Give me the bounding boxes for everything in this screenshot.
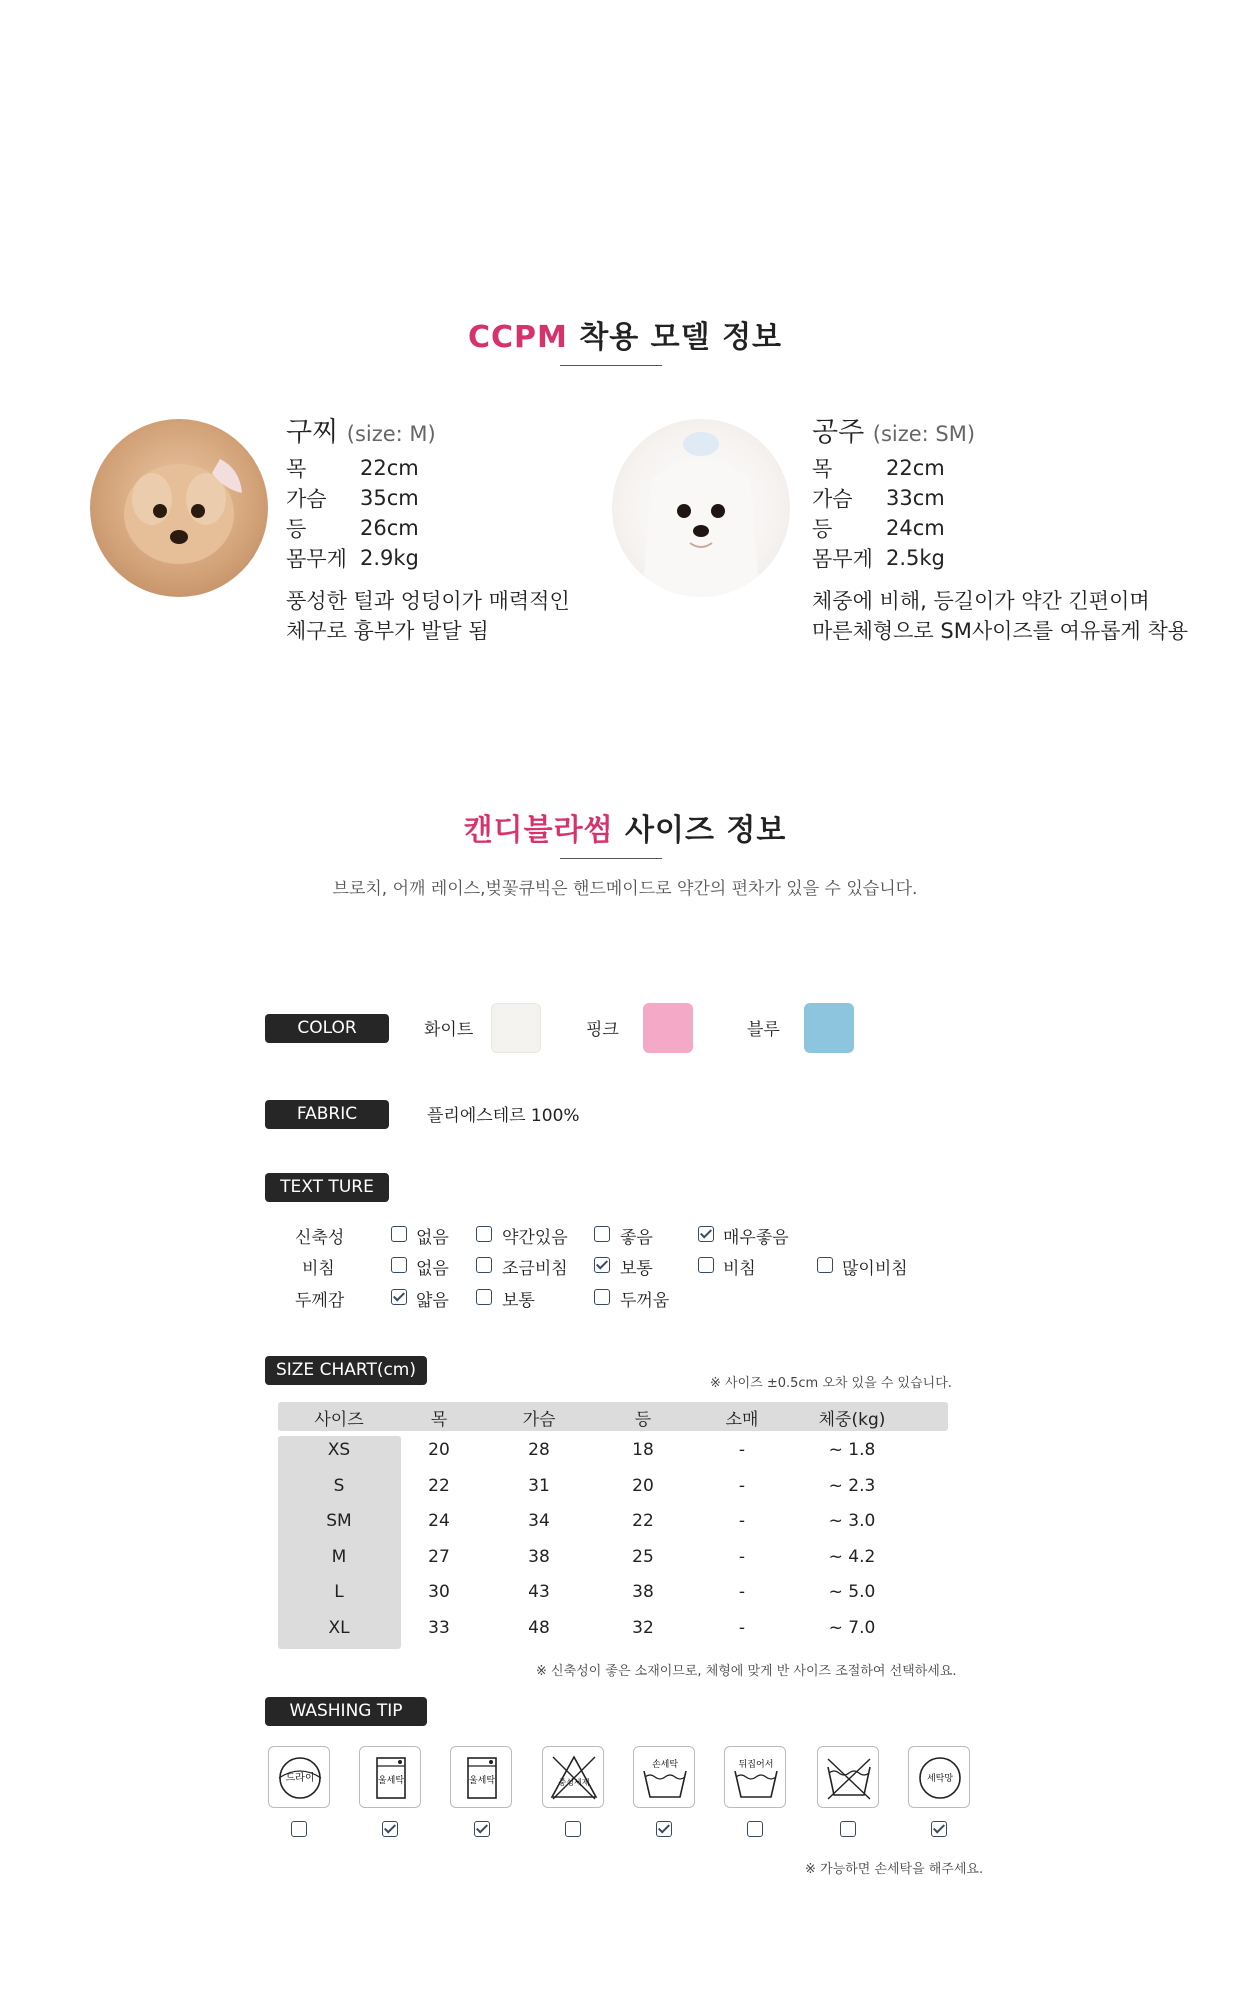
table-header: 체중(kg) — [818, 1410, 886, 1430]
table-cell: 43 — [528, 1582, 550, 1602]
checkbox-label: 얇음 — [416, 1291, 449, 1311]
color-option-white: 화이트 — [424, 1020, 474, 1040]
table-header: 사이즈 — [314, 1410, 364, 1430]
size-label-cell: XS — [327, 1440, 351, 1460]
table-cell: ~ 3.0 — [828, 1511, 876, 1531]
table-cell: 32 — [632, 1617, 654, 1638]
checkbox[interactable] — [476, 1226, 492, 1242]
table-cell: 22 — [428, 1475, 450, 1496]
table-cell: ~ 2.3 — [828, 1475, 876, 1496]
checkbox[interactable] — [476, 1289, 492, 1305]
table-cell: ~ 1.8 — [828, 1440, 876, 1460]
size-label-cell: SM — [326, 1511, 352, 1531]
hand-wash-icon — [633, 1746, 695, 1808]
swatch-blue — [804, 1003, 854, 1053]
swatch-pink — [643, 1003, 693, 1053]
texture-label: TEXT TURE — [265, 1173, 389, 1202]
svg-text:손세탁: 손세탁 — [651, 1760, 679, 1770]
model-desc-gongju: 체중에 비해, 등길이가 약간 긴편이며 마른체형으로 SM사이즈를 여유롭게 착용 — [812, 589, 1189, 643]
color-option-pink: 핑크 — [586, 1020, 619, 1040]
table-cell: 20 — [632, 1475, 654, 1496]
model-photo-gucci — [90, 419, 268, 597]
size-chart-label: SIZE CHART(cm) — [265, 1356, 427, 1385]
washing-checkbox[interactable] — [291, 1821, 307, 1837]
checkbox-label: 약간있음 — [502, 1228, 568, 1248]
texture-row-name: 비침 — [302, 1259, 335, 1279]
model-desc-gucci: 풍성한 털과 엉덩이가 매력적인 체구로 흉부가 발달 됨 — [286, 589, 570, 643]
svg-text:세탁망: 세탁망 — [926, 1774, 954, 1784]
table-cell: 18 — [632, 1440, 654, 1460]
checkbox-label: 보통 — [502, 1291, 535, 1311]
size-label-cell: L — [334, 1582, 344, 1602]
table-cell: ~ 4.2 — [828, 1546, 876, 1567]
table-cell: 34 — [528, 1511, 550, 1531]
inside-out-wash-icon — [724, 1746, 786, 1808]
size-label-cell: M — [331, 1546, 347, 1567]
fabric-label: FABRIC — [265, 1100, 389, 1129]
color-label: COLOR — [265, 1014, 389, 1043]
checkbox-checked[interactable] — [698, 1226, 714, 1242]
size-label-cell: S — [333, 1475, 345, 1496]
texture-row-name: 두께감 — [295, 1291, 345, 1311]
table-cell: - — [738, 1617, 746, 1638]
texture-row-name: 신축성 — [295, 1228, 345, 1248]
size-section-subtitle: 브로치, 어깨 레이스,벚꽃큐빅은 핸드메이드로 약간의 편차가 있을 수 있습니다. — [332, 879, 918, 899]
checkbox-label: 두꺼움 — [620, 1291, 670, 1311]
title-underline — [560, 858, 662, 859]
checkbox[interactable] — [594, 1226, 610, 1242]
table-header: 등 — [634, 1410, 652, 1430]
table-cell: 22 — [632, 1511, 654, 1531]
no-wash-icon — [817, 1746, 879, 1808]
checkbox[interactable] — [698, 1257, 714, 1273]
svg-text:뒤집어서: 뒤집어서 — [738, 1760, 774, 1770]
table-cell: ~ 5.0 — [828, 1582, 876, 1602]
table-cell: 48 — [528, 1617, 550, 1638]
checkbox-label: 조금비침 — [502, 1259, 568, 1279]
model-name-gongju: 공주 (size: SM) — [812, 417, 976, 448]
table-cell: 30 — [428, 1582, 450, 1602]
checkbox[interactable] — [594, 1289, 610, 1305]
fabric-value: 플리에스테르 100% — [427, 1106, 580, 1126]
checkbox[interactable] — [391, 1257, 407, 1273]
table-cell: - — [738, 1511, 746, 1531]
table-cell: 27 — [428, 1546, 450, 1567]
model-photo-gongju — [612, 419, 790, 597]
checkbox-label: 매우좋음 — [723, 1228, 789, 1248]
title-rest: 사이즈 정보 — [625, 813, 787, 848]
color-option-blue: 블루 — [747, 1020, 780, 1040]
model-section-title — [0, 312, 1250, 356]
washing-tip-label: WASHING TIP — [265, 1697, 427, 1726]
table-header: 가슴 — [522, 1410, 556, 1430]
table-header: 소매 — [725, 1410, 759, 1430]
size-chart-note-bottom: ※ 신축성이 좋은 소재이므로, 체형에 맞게 반 사이즈 조절하여 선택하세요. — [536, 1664, 957, 1679]
swatch-white — [491, 1003, 541, 1053]
size-label-cell: XL — [328, 1617, 350, 1638]
checkbox[interactable] — [476, 1257, 492, 1273]
table-cell: - — [738, 1440, 746, 1460]
checkbox-checked[interactable] — [594, 1257, 610, 1273]
washing-checkbox[interactable] — [747, 1821, 763, 1837]
checkbox-label: 없음 — [416, 1228, 449, 1248]
title-accent: 캔디블라썸 — [463, 813, 614, 848]
washing-note: ※ 가능하면 손세탁을 해주세요. — [805, 1862, 984, 1877]
washing-checkbox[interactable] — [840, 1821, 856, 1837]
washing-checkbox-checked[interactable] — [656, 1821, 672, 1837]
wool-wash-icon — [359, 1746, 421, 1808]
dry-clean-icon — [268, 1746, 330, 1808]
table-cell: 33 — [428, 1617, 450, 1638]
washing-checkbox-checked[interactable] — [382, 1821, 398, 1837]
svg-text:드라이: 드라이 — [285, 1773, 315, 1784]
table-cell: 31 — [528, 1475, 550, 1496]
wool-wash-icon — [450, 1746, 512, 1808]
washing-checkbox-checked[interactable] — [474, 1821, 490, 1837]
table-cell: 20 — [428, 1440, 450, 1460]
model-name-gucci: 구찌 (size: M) — [286, 417, 436, 448]
table-cell: 24 — [428, 1511, 450, 1531]
checkbox-label: 좋음 — [620, 1228, 653, 1248]
table-cell: - — [738, 1582, 746, 1602]
checkbox[interactable] — [391, 1226, 407, 1242]
table-header: 목 — [430, 1410, 448, 1430]
model-specs-gucci: 목 22cm 가슴 35cm 등 26cm 몸무게 2.9kg — [286, 456, 419, 571]
table-cell: 38 — [528, 1546, 550, 1567]
checkbox-checked[interactable] — [391, 1289, 407, 1305]
checkbox-label: 비침 — [723, 1259, 756, 1279]
size-section-title — [0, 805, 1250, 849]
svg-text:울세탁: 울세탁 — [468, 1776, 496, 1786]
table-cell: 25 — [632, 1546, 654, 1567]
table-cell: - — [738, 1546, 746, 1567]
table-cell: - — [738, 1475, 746, 1496]
title-rest: 착용 모델 정보 — [579, 320, 783, 355]
table-cell: 28 — [528, 1440, 550, 1460]
size-chart-note-top: ※ 사이즈 ±0.5cm 오차 있을 수 있습니다. — [710, 1376, 952, 1391]
title-underline — [560, 365, 662, 366]
washing-checkbox[interactable] — [565, 1821, 581, 1837]
table-cell: 38 — [632, 1582, 654, 1602]
checkbox-label: 보통 — [620, 1259, 653, 1279]
checkbox-label: 없음 — [416, 1259, 449, 1279]
svg-text:울세탁: 울세탁 — [377, 1776, 405, 1786]
model-specs-gongju: 목 22cm 가슴 33cm 등 24cm 몸무게 2.5kg — [812, 456, 945, 571]
table-cell: ~ 7.0 — [828, 1617, 876, 1638]
svg-text:중성세제: 중성세제 — [558, 1778, 590, 1787]
checkbox[interactable] — [817, 1257, 833, 1273]
no-neutral-detergent-icon — [542, 1746, 604, 1808]
title-accent: CCPM — [467, 320, 568, 355]
washing-checkbox-checked[interactable] — [931, 1821, 947, 1837]
laundry-net-icon — [908, 1746, 970, 1808]
checkbox-label: 많이비침 — [842, 1259, 908, 1279]
